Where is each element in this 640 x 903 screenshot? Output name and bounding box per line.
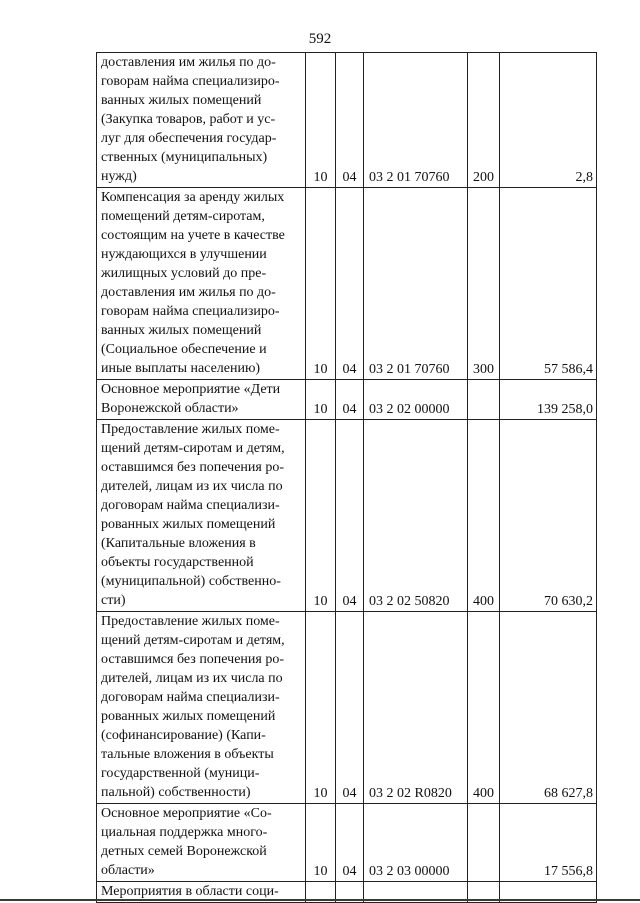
target-article-code: 03 2 03 00000	[364, 804, 468, 882]
row-description: Основное мероприятие «Со- циальная поддержка много- детных семей Воронежской области»	[97, 804, 306, 882]
amount: 57 586,4	[500, 188, 597, 380]
table-row	[97, 380, 597, 420]
expense-type-code: 200	[468, 53, 500, 188]
amount: 68 627,8	[500, 612, 597, 804]
expense-type-code	[468, 804, 500, 882]
section-code: 10	[306, 53, 336, 188]
expense-type-code: 300	[468, 188, 500, 380]
row-description: Предоставление жилых поме- щений детям-сиротам и детям, оставшимся без попечения ро- дителей, лицам из их числа по договорам найма специализи- рованных жилых помещений (софинансирование) (Капи- тальные вложения в объекты государственной (муници- пальной) собственности)	[97, 612, 306, 804]
subsection-code: 04	[336, 612, 364, 804]
row-description: Предоставление жилых поме- щений детям-сиротам и детям, оставшимся без попечения ро- дителей, лицам из их числа по договорам найма специализи- рованных жилых помещений (Капитальные вложения в объекты государственной (муниципальной) собственно- сти)	[97, 420, 306, 612]
table-row	[97, 420, 597, 612]
section-code: 10	[306, 804, 336, 882]
target-article-code: 03 2 01 70760	[364, 53, 468, 188]
subsection-code: 04	[336, 188, 364, 380]
row-description: Основное мероприятие «Дети Воронежской области»	[97, 380, 306, 420]
section-code: 10	[306, 380, 336, 420]
section-code: 10	[306, 420, 336, 612]
target-article-code: 03 2 02 00000	[364, 380, 468, 420]
budget-table	[96, 52, 597, 903]
row-description: Мероприятия в области соци-	[97, 882, 306, 903]
section-code: 10	[306, 188, 336, 380]
row-description: Компенсация за аренду жилых помещений детям-сиротам, состоящим на учете в качестве нуждающихся в улучшении жилищных условий до пре- доставления им жилья по до- говорам найма специализиро- ванных жилых помещений (Социальное обеспечение и иные выплаты населению)	[97, 188, 306, 380]
target-article-code: 03 2 01 70760	[364, 188, 468, 380]
subsection-code: 04	[336, 804, 364, 882]
page-number: 592	[308, 31, 332, 47]
amount: 70 630,2	[500, 420, 597, 612]
amount: 139 258,0	[500, 380, 597, 420]
target-article-code: 03 2 02 50820	[364, 420, 468, 612]
subsection-code: 04	[336, 380, 364, 420]
table-row	[97, 53, 597, 188]
amount: 17 556,8	[500, 804, 597, 882]
table-row	[97, 804, 597, 882]
table-row	[97, 188, 597, 380]
subsection-code: 04	[336, 420, 364, 612]
table-row	[97, 612, 597, 804]
amount: 2,8	[500, 53, 597, 188]
section-code: 10	[306, 612, 336, 804]
row-description: доставления им жилья по до- говорам найма специализиро- ванных жилых помещений (Закупка товаров, работ и ус- луг для обеспечения государ- ственных (муниципальных) нужд)	[97, 53, 306, 188]
expense-type-code: 400	[468, 612, 500, 804]
expense-type-code: 400	[468, 420, 500, 612]
expense-type-code	[468, 380, 500, 420]
target-article-code: 03 2 02 R0820	[364, 612, 468, 804]
scan-edge-line	[0, 899, 640, 901]
subsection-code: 04	[336, 53, 364, 188]
